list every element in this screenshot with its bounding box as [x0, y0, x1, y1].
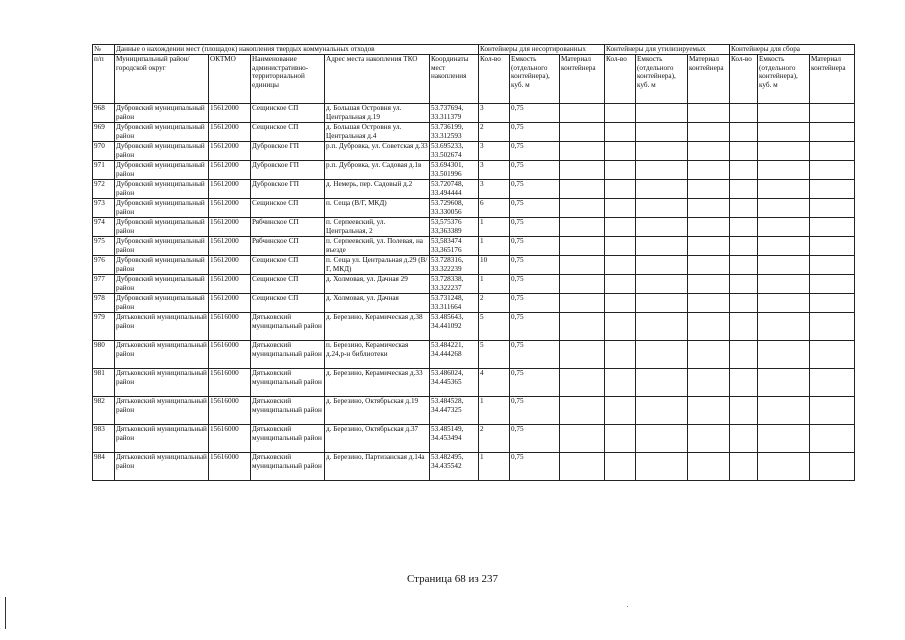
cell-admin-unit: Сещинское СП	[251, 294, 325, 313]
cell-empty	[758, 142, 810, 161]
cell-district: Дубровский муниципальный район	[115, 180, 209, 199]
cell-admin-unit: Сещинское СП	[251, 123, 325, 142]
cell-empty	[810, 341, 855, 369]
cell-district: Дятьковский муниципальный район	[115, 397, 209, 425]
cell-address: д. Березино, Керамическая д.33	[325, 369, 430, 397]
cell-empty	[810, 275, 855, 294]
header-pn: п/п	[93, 55, 115, 104]
header-admin: Наименование административно-территориальной единицы	[251, 55, 325, 104]
cell-number: 971	[93, 161, 115, 180]
cell-empty	[560, 294, 605, 313]
cell-address: п. Сеща ул. Центральная д.29 (В/Г, МКД)	[325, 256, 430, 275]
cell-number: 976	[93, 256, 115, 275]
cell-empty	[636, 142, 688, 161]
cell-empty	[730, 256, 758, 275]
cell-coordinates: 53.486024, 34.445365	[430, 369, 479, 397]
cell-empty	[636, 397, 688, 425]
cell-count: 3	[479, 142, 510, 161]
header-oktmo: ОКТМО	[209, 55, 251, 104]
cell-empty	[810, 397, 855, 425]
cell-empty	[688, 369, 730, 397]
header-unsorted-group: Контейнеры для несортированных	[479, 45, 605, 55]
cell-coordinates: 53.736199, 33.312593	[430, 123, 479, 142]
header-address: Адрес места накопления ТКО	[325, 55, 430, 104]
cell-address: д. Холмовая, ул. Дачная 29	[325, 275, 430, 294]
cell-capacity: 0,75	[510, 341, 560, 369]
cell-oktmo: 15616000	[209, 369, 251, 397]
cell-coordinates: 53.731248, 33.311664	[430, 294, 479, 313]
cell-district: Дубровский муниципальный район	[115, 104, 209, 123]
cell-admin-unit: Дятьковский муниципальный район	[251, 369, 325, 397]
cell-admin-unit: Дятьковский муниципальный район	[251, 397, 325, 425]
table-row	[93, 313, 855, 341]
cell-coordinates: 53.728316, 33.322239	[430, 256, 479, 275]
cell-empty	[560, 142, 605, 161]
cell-address: д. Большая Островня ул. Центральная д.19	[325, 104, 430, 123]
cell-capacity: 0,75	[510, 369, 560, 397]
cell-empty	[730, 237, 758, 256]
cell-empty	[560, 237, 605, 256]
cell-empty	[730, 142, 758, 161]
table-row	[93, 123, 855, 142]
cell-empty	[636, 161, 688, 180]
cell-admin-unit: Рябчинское СП	[251, 237, 325, 256]
table-row	[93, 180, 855, 199]
cell-empty	[758, 397, 810, 425]
cell-empty	[810, 369, 855, 397]
cell-empty	[810, 180, 855, 199]
header-coords: Координаты мест накопления	[430, 55, 479, 104]
cell-empty	[730, 161, 758, 180]
cell-empty	[605, 123, 636, 142]
cell-number: 972	[93, 180, 115, 199]
table-row	[93, 256, 855, 275]
cell-empty	[758, 256, 810, 275]
header-capacity-recycle: Емкость (отдельного контейнера), куб. м	[636, 55, 688, 104]
cell-empty	[730, 218, 758, 237]
cell-empty	[730, 453, 758, 481]
cell-number: 979	[93, 313, 115, 341]
header-material-collect: Материал контейнера	[810, 55, 855, 104]
cell-capacity: 0,75	[510, 161, 560, 180]
cell-empty	[730, 397, 758, 425]
cell-district: Дубровский муниципальный район	[115, 123, 209, 142]
cell-admin-unit: Дятьковский муниципальный район	[251, 425, 325, 453]
cell-empty	[730, 104, 758, 123]
table-row	[93, 425, 855, 453]
scan-speck	[627, 606, 628, 607]
table-row	[93, 369, 855, 397]
cell-empty	[758, 369, 810, 397]
header-district: Муниципальный район/городской округ	[115, 55, 209, 104]
cell-number: 980	[93, 341, 115, 369]
cell-coordinates: 53.694301, 33.501996	[430, 161, 479, 180]
cell-count: 3	[479, 104, 510, 123]
cell-number: 982	[93, 397, 115, 425]
cell-empty	[636, 104, 688, 123]
table-row	[93, 237, 855, 256]
cell-empty	[636, 256, 688, 275]
cell-empty	[758, 275, 810, 294]
cell-empty	[688, 341, 730, 369]
header-capacity-collect: Емкость (отдельного контейнера), куб. м	[758, 55, 810, 104]
cell-empty	[688, 218, 730, 237]
header-location-group: Данные о нахождении мест (площадок) накопления твердых коммунальных отходов	[115, 45, 479, 55]
cell-district: Дятьковский муниципальный район	[115, 369, 209, 397]
cell-empty	[636, 199, 688, 218]
cell-count: 2	[479, 425, 510, 453]
cell-coordinates: 53,583474 33,365176	[430, 237, 479, 256]
cell-oktmo: 15612000	[209, 237, 251, 256]
table-row	[93, 218, 855, 237]
cell-empty	[560, 313, 605, 341]
cell-empty	[730, 199, 758, 218]
cell-empty	[810, 453, 855, 481]
cell-capacity: 0,75	[510, 294, 560, 313]
cell-empty	[688, 425, 730, 453]
cell-count: 4	[479, 369, 510, 397]
cell-address: р.п. Дубровка, ул. Советская д.33	[325, 142, 430, 161]
cell-count: 3	[479, 180, 510, 199]
cell-capacity: 0,75	[510, 218, 560, 237]
cell-empty	[810, 104, 855, 123]
cell-address: п. Серпеевский, ул. Полевая, на въезде	[325, 237, 430, 256]
cell-empty	[605, 180, 636, 199]
cell-address: д. Немерь, пер. Садовый д.2	[325, 180, 430, 199]
cell-count: 1	[479, 237, 510, 256]
cell-empty	[605, 313, 636, 341]
table-row	[93, 104, 855, 123]
cell-empty	[605, 453, 636, 481]
cell-empty	[688, 256, 730, 275]
registry-table-container	[92, 44, 854, 481]
cell-empty	[810, 142, 855, 161]
cell-capacity: 0,75	[510, 123, 560, 142]
cell-oktmo: 15612000	[209, 104, 251, 123]
cell-oktmo: 15612000	[209, 218, 251, 237]
cell-empty	[758, 104, 810, 123]
cell-empty	[636, 369, 688, 397]
cell-oktmo: 15616000	[209, 397, 251, 425]
scan-margin-mark	[5, 597, 6, 629]
cell-empty	[758, 161, 810, 180]
cell-district: Дубровский муниципальный район	[115, 199, 209, 218]
cell-district: Дятьковский муниципальный район	[115, 453, 209, 481]
cell-coordinates: 53.485149, 34.453494	[430, 425, 479, 453]
cell-empty	[605, 294, 636, 313]
cell-number: 983	[93, 425, 115, 453]
cell-number: 970	[93, 142, 115, 161]
cell-empty	[688, 453, 730, 481]
cell-coordinates: 53.485643, 34.441092	[430, 313, 479, 341]
cell-count: 2	[479, 294, 510, 313]
header-row-1	[93, 45, 855, 55]
cell-number: 984	[93, 453, 115, 481]
cell-empty	[636, 123, 688, 142]
cell-number: 977	[93, 275, 115, 294]
cell-admin-unit: Сещинское СП	[251, 256, 325, 275]
cell-empty	[636, 425, 688, 453]
cell-empty	[730, 294, 758, 313]
cell-oktmo: 15616000	[209, 425, 251, 453]
cell-admin-unit: Дятьковский муниципальный район	[251, 453, 325, 481]
cell-oktmo: 15612000	[209, 275, 251, 294]
cell-empty	[688, 123, 730, 142]
cell-number: 975	[93, 237, 115, 256]
cell-empty	[560, 341, 605, 369]
cell-count: 5	[479, 313, 510, 341]
cell-capacity: 0,75	[510, 237, 560, 256]
cell-empty	[730, 425, 758, 453]
cell-empty	[560, 218, 605, 237]
cell-admin-unit: Дубровское ГП	[251, 161, 325, 180]
cell-count: 5	[479, 341, 510, 369]
cell-empty	[636, 313, 688, 341]
cell-empty	[605, 256, 636, 275]
cell-empty	[560, 199, 605, 218]
cell-coordinates: 53.729608, 33.330056	[430, 199, 479, 218]
cell-capacity: 0,75	[510, 453, 560, 481]
cell-empty	[605, 104, 636, 123]
cell-empty	[560, 104, 605, 123]
cell-count: 2	[479, 123, 510, 142]
cell-empty	[730, 313, 758, 341]
cell-address: д. Холмовая, ул. Дачная	[325, 294, 430, 313]
cell-capacity: 0,75	[510, 199, 560, 218]
cell-empty	[605, 161, 636, 180]
cell-empty	[636, 218, 688, 237]
cell-capacity: 0,75	[510, 180, 560, 199]
cell-empty	[636, 237, 688, 256]
cell-capacity: 0,75	[510, 256, 560, 275]
waste-sites-table	[92, 44, 855, 481]
table-row	[93, 142, 855, 161]
cell-empty	[560, 256, 605, 275]
cell-empty	[810, 199, 855, 218]
cell-capacity: 0,75	[510, 142, 560, 161]
cell-number: 973	[93, 199, 115, 218]
cell-district: Дубровский муниципальный район	[115, 142, 209, 161]
cell-admin-unit: Рябчинское СП	[251, 218, 325, 237]
cell-address: п. Сеща (В/Г, МКД)	[325, 199, 430, 218]
header-num: №	[93, 45, 115, 55]
cell-address: д. Березино, Октябрьская д.19	[325, 397, 430, 425]
cell-district: Дубровский муниципальный район	[115, 256, 209, 275]
cell-admin-unit: Дубровское ГП	[251, 180, 325, 199]
cell-district: Дубровский муниципальный район	[115, 294, 209, 313]
cell-empty	[605, 218, 636, 237]
page-number: Страница 68 из 237	[406, 573, 499, 585]
table-row	[93, 161, 855, 180]
cell-count: 1	[479, 397, 510, 425]
cell-empty	[688, 237, 730, 256]
cell-oktmo: 15612000	[209, 161, 251, 180]
cell-empty	[758, 341, 810, 369]
cell-empty	[636, 453, 688, 481]
cell-empty	[688, 313, 730, 341]
cell-count: 1	[479, 218, 510, 237]
header-capacity-unsorted: Емкость (отдельного контейнера), куб. м	[510, 55, 560, 104]
cell-capacity: 0,75	[510, 425, 560, 453]
cell-number: 978	[93, 294, 115, 313]
cell-district: Дубровский муниципальный район	[115, 275, 209, 294]
cell-empty	[688, 104, 730, 123]
cell-district: Дятьковский муниципальный район	[115, 341, 209, 369]
cell-oktmo: 15616000	[209, 453, 251, 481]
cell-empty	[810, 256, 855, 275]
cell-address: п. Березино, Керамическая д.24,р-н библиотеки	[325, 341, 430, 369]
cell-empty	[636, 275, 688, 294]
cell-coordinates: 53.737694, 33.311379	[430, 104, 479, 123]
cell-district: Дубровский муниципальный район	[115, 161, 209, 180]
table-row	[93, 199, 855, 218]
cell-coordinates: 53.728338, 33.322237	[430, 275, 479, 294]
cell-empty	[688, 294, 730, 313]
cell-coordinates: 53.484528, 34.447325	[430, 397, 479, 425]
table-row	[93, 294, 855, 313]
cell-empty	[560, 275, 605, 294]
cell-oktmo: 15612000	[209, 142, 251, 161]
cell-empty	[810, 425, 855, 453]
cell-capacity: 0,75	[510, 104, 560, 123]
cell-address: д. Березино, Октябрьская д.37	[325, 425, 430, 453]
cell-coordinates: 53.482495, 34.435542	[430, 453, 479, 481]
cell-empty	[688, 275, 730, 294]
header-recycle-group: Контейнеры для утилизируемых	[605, 45, 730, 55]
cell-empty	[605, 237, 636, 256]
cell-capacity: 0,75	[510, 313, 560, 341]
cell-number: 974	[93, 218, 115, 237]
cell-empty	[560, 425, 605, 453]
header-material-unsorted: Материал контейнера	[560, 55, 605, 104]
cell-empty	[758, 294, 810, 313]
cell-empty	[560, 180, 605, 199]
cell-count: 3	[479, 161, 510, 180]
cell-empty	[688, 161, 730, 180]
cell-coordinates: 53,575376 33,363389	[430, 218, 479, 237]
cell-empty	[810, 237, 855, 256]
cell-empty	[810, 313, 855, 341]
cell-count: 10	[479, 256, 510, 275]
cell-oktmo: 15612000	[209, 199, 251, 218]
cell-empty	[688, 142, 730, 161]
cell-oktmo: 15612000	[209, 180, 251, 199]
cell-empty	[605, 142, 636, 161]
cell-coordinates: 53.695233, 33.502674	[430, 142, 479, 161]
cell-admin-unit: Сещинское СП	[251, 199, 325, 218]
header-row-2	[93, 55, 855, 104]
cell-empty	[758, 425, 810, 453]
cell-admin-unit: Сещинское СП	[251, 275, 325, 294]
cell-empty	[758, 123, 810, 142]
cell-empty	[810, 161, 855, 180]
cell-count: 1	[479, 453, 510, 481]
header-collect-group: Контейнеры для сбора	[730, 45, 855, 55]
cell-empty	[758, 218, 810, 237]
cell-district: Дятьковский муниципальный район	[115, 425, 209, 453]
header-count-unsorted: Кол-во	[479, 55, 510, 104]
cell-address: д. Большая Островня ул. Центральная д.4	[325, 123, 430, 142]
cell-empty	[688, 180, 730, 199]
cell-district: Дубровский муниципальный район	[115, 218, 209, 237]
cell-district: Дубровский муниципальный район	[115, 237, 209, 256]
header-count-collect: Кол-во	[730, 55, 758, 104]
header-count-recycle: Кол-во	[605, 55, 636, 104]
cell-empty	[560, 161, 605, 180]
cell-address: д. Березино, Керамическая д.38	[325, 313, 430, 341]
cell-admin-unit: Дятьковский муниципальный район	[251, 341, 325, 369]
cell-admin-unit: Сещинское СП	[251, 104, 325, 123]
cell-empty	[730, 123, 758, 142]
cell-empty	[605, 397, 636, 425]
cell-empty	[758, 199, 810, 218]
cell-empty	[758, 180, 810, 199]
cell-empty	[636, 341, 688, 369]
cell-coordinates: 53.484221, 34.444268	[430, 341, 479, 369]
cell-empty	[810, 294, 855, 313]
cell-empty	[636, 294, 688, 313]
cell-oktmo: 15616000	[209, 341, 251, 369]
cell-capacity: 0,75	[510, 397, 560, 425]
cell-number: 968	[93, 104, 115, 123]
cell-empty	[560, 123, 605, 142]
cell-oktmo: 15612000	[209, 294, 251, 313]
cell-empty	[688, 397, 730, 425]
cell-address: д. Березино, Партизанская д.14а	[325, 453, 430, 481]
cell-number: 969	[93, 123, 115, 142]
cell-empty	[688, 199, 730, 218]
cell-coordinates: 53.720748, 33.494444	[430, 180, 479, 199]
cell-admin-unit: Дубровское ГП	[251, 142, 325, 161]
cell-address: п. Серпеевский, ул. Центральная, 2	[325, 218, 430, 237]
cell-address: р.п. Дубровка, ул. Садовая д.1в	[325, 161, 430, 180]
cell-empty	[560, 453, 605, 481]
cell-district: Дятьковский муниципальный район	[115, 313, 209, 341]
cell-empty	[636, 180, 688, 199]
table-row	[93, 275, 855, 294]
cell-count: 1	[479, 275, 510, 294]
cell-oktmo: 15612000	[209, 123, 251, 142]
table-row	[93, 453, 855, 481]
cell-empty	[758, 313, 810, 341]
cell-empty	[758, 453, 810, 481]
cell-empty	[605, 425, 636, 453]
cell-count: 6	[479, 199, 510, 218]
cell-empty	[730, 341, 758, 369]
cell-admin-unit: Дятьковский муниципальный район	[251, 313, 325, 341]
header-material-recycle: Материал контейнера	[688, 55, 730, 104]
cell-empty	[730, 369, 758, 397]
cell-empty	[560, 397, 605, 425]
cell-empty	[605, 199, 636, 218]
table-row	[93, 341, 855, 369]
cell-empty	[810, 123, 855, 142]
cell-empty	[605, 275, 636, 294]
cell-empty	[810, 218, 855, 237]
cell-oktmo: 15616000	[209, 313, 251, 341]
cell-number: 981	[93, 369, 115, 397]
cell-empty	[730, 275, 758, 294]
cell-empty	[605, 341, 636, 369]
table-row	[93, 397, 855, 425]
cell-oktmo: 15612000	[209, 256, 251, 275]
cell-empty	[758, 237, 810, 256]
cell-empty	[560, 369, 605, 397]
cell-capacity: 0,75	[510, 275, 560, 294]
cell-empty	[730, 180, 758, 199]
cell-empty	[605, 369, 636, 397]
